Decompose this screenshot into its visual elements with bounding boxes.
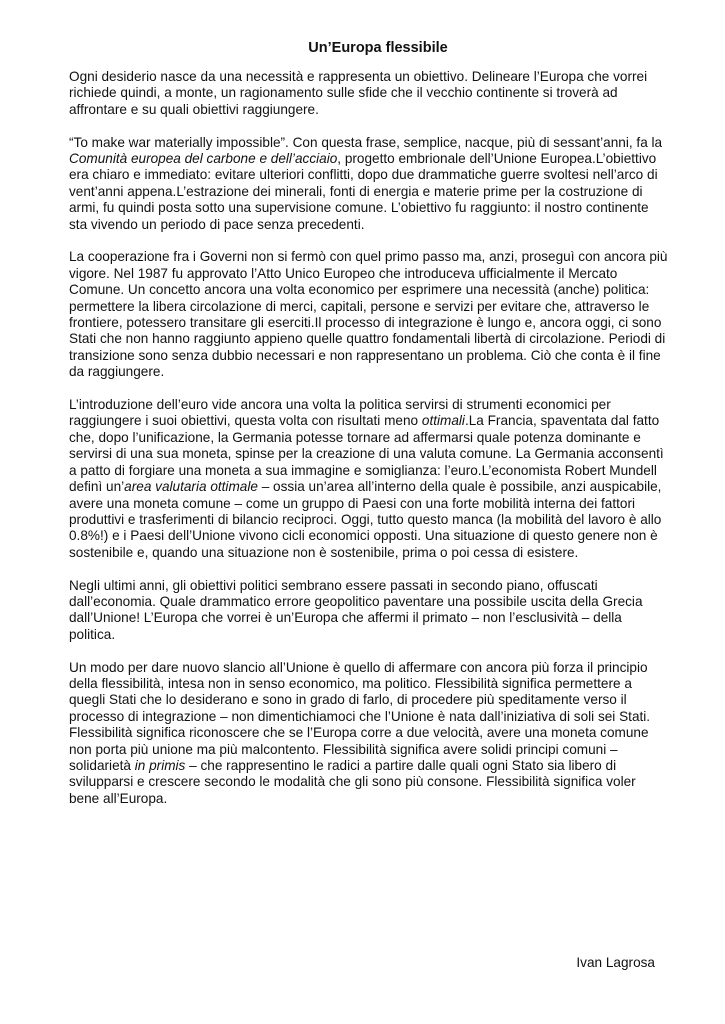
text-run: Negli ultimi anni, gli obiettivi politici sembrano essere passati in secondo piano, offuscati dall’economia. Quale drammatico errore geopolitico paventare una possibile uscita della Grecia dall’Unione! L’Europa che vorrei è un’Europa che affermi il primato – non l’esclusività – della politica. <box>69 577 643 642</box>
paragraph <box>69 578 669 644</box>
text-run: – che rappresentino le radici a partire dalle quali ogni Stato sia libero di svilupparsi e crescere secondo le modalità che gli sono più consone. Flessibilità significa voler bene all’Europa. <box>69 757 636 806</box>
paragraphs-container <box>69 69 669 807</box>
italic-text-run: in primis <box>134 757 186 773</box>
text-run: Il processo di integrazione è lungo e, ancora oggi, ci sono Stati che non hanno raggiunto appieno quelle quattro fondamentali libertà di circolazione. Periodi di transizione sono senza dubbio necessari e non rappresentano un problema. Ciò che conta è il fine da raggiungere. <box>69 315 666 380</box>
paragraph-line <box>69 69 647 117</box>
paragraph-line <box>69 135 662 166</box>
text-run: Ogni desiderio nasce da una necessità e rappresenta un obiettivo. Delineare l’Europa che vorrei richiede quindi, a monte, un ragionamento sulle sfide che il vecchio continente si troverà ad affrontare e su quali obiettivi raggiungere. <box>69 69 648 117</box>
paragraph <box>69 69 669 118</box>
author-signature: Ivan Lagrosa <box>576 955 655 970</box>
paragraph-line <box>69 660 650 806</box>
italic-text-run: ottimali <box>421 413 465 429</box>
paragraph <box>69 249 669 380</box>
text-run: “To make war materially impossible”. Con questa frase, semplice, nacque, più di sessant’anni, fa la <box>69 134 663 150</box>
text-run: L’estrazione dei minerali, fonti di energia e materie prime per la costruzione di armi, fu quindi posta sotto una supervisione comune. L’obiettivo fu raggiunto: il nostro continente sta vivendo un periodo di pace senza precedenti. <box>69 183 649 232</box>
document-title: Un’Europa flessibile <box>308 40 448 56</box>
text-run: – ossia un’area all’interno della quale è possibile, anzi auspicabile, avere una moneta comune – come un gruppo di Paesi con una forte mobilità interna dei fattori produttivi e trasferimenti di bilancio reciproci. Oggi, tutto questo manca (la mobilità del lavoro è allo 0.8%!) e i Paesi dell’Unione vivono cicli economici opposti. Una situazione di questo genere non è sostenibile e, quando una situazione non è sostenibile, prima o poi cessa di esistere. <box>69 479 662 560</box>
paragraph <box>69 135 669 233</box>
text-run: La cooperazione fra i Governi non si fermò con quel primo passo ma, anzi, proseguì con ancora più vigore. Nel 1987 fu approvato l’Atto Unico Europeo che introduceva ufficialmente il Mercato Comune. Un concetto ancora una volta economico per esprimere una necessità (anche) politica: permettere la libera circolazione di merci, capitali, persone e servizi per evitare che, attraverso le frontiere, potessero transitare gli eserciti. <box>69 249 668 331</box>
paragraph-line <box>69 578 643 642</box>
text-run: , progetto embrionale dell’Unione Europea. <box>337 151 596 167</box>
paragraph <box>69 397 669 561</box>
text-run: L’economista Robert Mundell definì un’ <box>69 462 657 495</box>
paragraph <box>69 660 669 808</box>
italic-text-run: area valutaria ottimale <box>124 479 258 495</box>
document-body <box>69 40 669 824</box>
italic-text-run: Comunità europea del carbone e dell’acciaio <box>69 151 338 167</box>
text-run: L’introduzione dell’euro vide ancora una volta la politica servirsi di strumenti economici per raggiungere i suoi obiettivi, questa volta con risultati meno <box>69 397 611 429</box>
text-run: La Francia, spaventata dal fatto che, dopo l’unificazione, la Germania potesse tornare ad affermarsi quale potenza dominante e servirsi di una sua moneta, spinse per la creazione di una valuta comune. La Germania acconsentì a patto di forgiare una moneta a sua immagine e somiglianza: l’euro. <box>69 413 664 478</box>
text-run: . <box>464 413 469 429</box>
text-run: Un modo per dare nuovo slancio all’Unione è quello di affermare con ancora più forza il principio della flessibilità, intesa non in senso economico, ma politico. Flessibilità significa permettere a quegli Stati che lo desiderano e sono in grado di farlo, di procedere più speditamente verso il processo di integrazione – non dimentichiamoci che l’Unione è nata dall’iniziativa di soli sei Stati. Flessibilità significa riconoscere che se l’Europa corre a due velocità, avere una moneta comune non porta più unione ma più malcontento. Flessibilità significa avere solidi principi comuni – solidarietà <box>69 659 651 773</box>
text-run: L’obiettivo era chiaro e immediato: evitare ulteriori conflitti, dopo due drammatiche guerre svoltesi nell’arco di vent’anni appena. <box>69 151 658 199</box>
